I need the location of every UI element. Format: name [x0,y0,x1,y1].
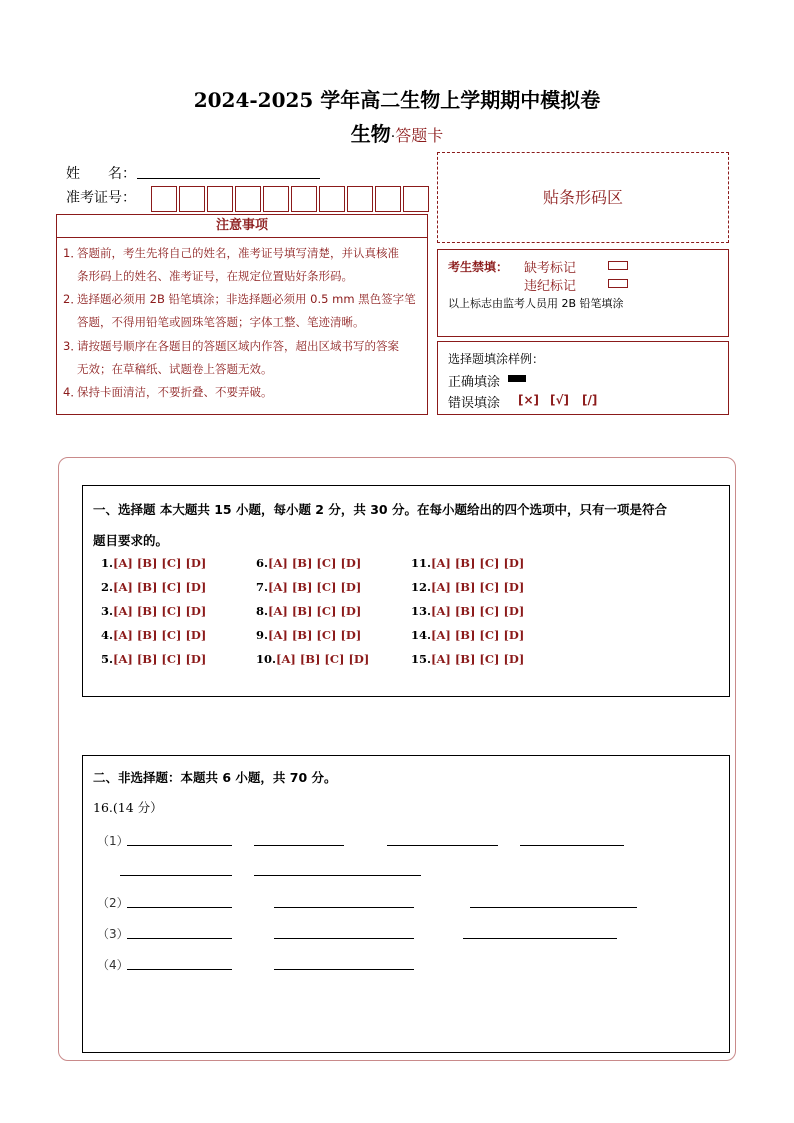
mc-option-bubbles[interactable]: [A] [B] [C] [D] [113,628,207,642]
answer-line[interactable] [463,938,617,939]
notice-item [63,335,421,381]
mc-question-number: 11. [411,556,432,570]
mc-option-bubbles[interactable]: [A] [B] [C] [D] [113,652,207,666]
exam-id-digit-box[interactable] [375,186,401,212]
mc-question-6[interactable] [256,556,361,570]
mc-option-bubbles[interactable]: [A] [B] [C] [D] [268,628,362,642]
name-label: 姓 名： [66,166,136,182]
mc-question-13[interactable] [411,604,524,618]
mc-option-bubbles[interactable]: [A] [B] [C] [D] [431,604,525,618]
part-label: （1） [97,834,129,848]
exam-id-boxes[interactable] [151,186,429,210]
mc-question-5[interactable] [101,652,206,666]
mc-question-1[interactable] [101,556,206,570]
mc-question-3[interactable] [101,604,206,618]
card-subtitle [0,118,794,147]
answer-line[interactable] [274,938,414,939]
subject-name: 生物 [350,122,391,146]
answer-line[interactable] [387,845,498,846]
section1-heading [93,494,723,556]
exam-id-digit-box[interactable] [179,186,205,212]
section2-heading: 二、非选择题：本题共 6 小题，共 70 分。 [93,770,337,785]
exam-title: 2024-2025 学年高二生物上学期期中模拟卷 [193,88,601,112]
answer-line[interactable] [274,907,414,908]
mc-question-12[interactable] [411,580,524,594]
notice-item-text: 答题前，考生先将自己的姓名，准考证号填写清楚，并认真核准 [77,246,399,260]
notice-item-number: 1． [63,246,82,260]
mc-question-number: 8. [256,604,269,618]
part-label: （2） [97,896,129,910]
multiple-choice-section [82,485,730,697]
answer-line[interactable] [127,845,232,846]
mc-question-8[interactable] [256,604,361,618]
mc-question-7[interactable] [256,580,361,594]
mc-question-9[interactable] [256,628,361,642]
mc-question-2[interactable] [101,580,206,594]
mc-option-bubbles[interactable]: [A] [B] [C] [D] [268,580,362,594]
mc-question-number: 10. [256,652,277,666]
notice-item-text-cont: 答题，不得用铅笔或圆珠笔答题；字体工整、笔迹清晰。 [77,315,365,329]
mc-question-number: 13. [411,604,432,618]
answer-line[interactable] [470,907,637,908]
answer-line[interactable] [274,969,414,970]
notice-item-text: 选择题必须用 2B 铅笔填涂；非选择题必须用 0.5 mm 黑色签字笔 [77,292,416,306]
notice-item-text-cont: 无效；在草稿纸、试题卷上答题无效。 [77,362,273,376]
examiner-only-box [437,249,729,337]
mc-question-number: 15. [411,652,432,666]
answer-line[interactable] [127,938,232,939]
card-label: 答题卡 [395,126,444,145]
mc-question-4[interactable] [101,628,206,642]
barcode-area: 贴条形码区 [437,152,729,243]
sample-heading: 选择题填涂样例： [448,352,545,366]
mc-option-bubbles[interactable]: [A] [B] [C] [D] [268,604,362,618]
exam-id-digit-box[interactable] [151,186,177,212]
section1-heading-line: 题目要求的。 [93,533,169,548]
wrong-mark-check: [√] [550,393,569,407]
mc-question-14[interactable] [411,628,524,642]
exam-id-digit-box[interactable] [291,186,317,212]
mc-option-bubbles[interactable]: [A] [B] [C] [D] [268,556,362,570]
mc-question-number: 3. [101,604,114,618]
exam-id-digit-box[interactable] [235,186,261,212]
mc-question-number: 5. [101,652,114,666]
answer-line[interactable] [127,969,232,970]
answer-line[interactable] [254,875,421,876]
exam-id-digit-box[interactable] [207,186,233,212]
exam-id-digit-box[interactable] [319,186,345,212]
exam-id-digit-box[interactable] [347,186,373,212]
section1-heading-line: 一、选择题 本大题共 15 小题，每小题 2 分，共 30 分。在每小题给出的四个选项中，只有一项是符合 [93,502,667,517]
mc-question-10[interactable] [256,652,369,666]
correct-fill-label: 正确填涂 [448,375,501,390]
mc-option-bubbles[interactable]: [A] [B] [C] [D] [113,580,207,594]
free-response-section [82,755,730,1053]
exam-id-label: 准考证号： [66,190,136,206]
mc-question-15[interactable] [411,652,524,666]
violation-mark-label: 违纪标记 [524,279,577,294]
wrong-mark-slash: [/] [582,393,598,407]
notice-item [63,288,421,334]
violation-mark-box [608,279,628,288]
notice-title: 注意事项 [57,215,427,238]
notice-item-number: 4． [63,385,82,399]
notice-item-text: 请按题号顺序在各题目的答题区域内作答，超出区域书写的答案 [77,339,399,353]
answer-line[interactable] [127,907,232,908]
notice-box [56,214,428,415]
notice-item-text-cont: 条形码上的姓名、准考证号，在规定位置贴好条形码。 [77,269,353,283]
mc-question-number: 1. [101,556,114,570]
answer-line[interactable] [520,845,624,846]
exam-id-digit-box[interactable] [263,186,289,212]
mc-option-bubbles[interactable]: [A] [B] [C] [D] [276,652,370,666]
mc-option-bubbles[interactable]: [A] [B] [C] [D] [431,580,525,594]
mc-option-bubbles[interactable]: [A] [B] [C] [D] [431,556,525,570]
mc-question-number: 9. [256,628,269,642]
answer-line[interactable] [254,845,344,846]
examiner-note: 以上标志由监考人员用 2B 铅笔填涂 [448,297,624,310]
question-16-label: 16.(14 分） [93,800,163,815]
mc-question-11[interactable] [411,556,524,570]
notice-item-number: 2． [63,292,82,306]
mc-question-number: 7. [256,580,269,594]
mc-question-number: 6. [256,556,269,570]
exam-id-digit-box[interactable] [403,186,429,212]
absent-mark-label: 缺考标记 [524,261,577,276]
mc-option-bubbles[interactable]: [A] [B] [C] [D] [431,628,525,642]
mc-option-bubbles[interactable]: [A] [B] [C] [D] [113,604,207,618]
wrong-fill-label: 错误填涂 [448,396,501,411]
part-label: （4） [97,958,129,972]
mc-question-number: 14. [411,628,432,642]
notice-item [63,381,421,404]
correct-fill-swatch [508,375,526,382]
examiner-only-heading: 考生禁填： [448,260,509,274]
mc-option-bubbles[interactable]: [A] [B] [C] [D] [113,556,207,570]
subtitle-separator: · [390,129,396,145]
answer-line[interactable] [120,875,232,876]
mc-question-number: 4. [101,628,114,642]
part-label: （3） [97,927,129,941]
mc-option-bubbles[interactable]: [A] [B] [C] [D] [431,652,525,666]
mc-question-number: 2. [101,580,114,594]
fill-sample-box [437,341,729,415]
notice-item-text: 保持卡面清洁，不要折叠、不要弄破。 [77,385,273,399]
wrong-mark-cross: [×] [518,393,540,407]
notice-item-number: 3． [63,339,82,353]
notice-item [63,242,421,288]
name-field[interactable] [137,178,320,179]
absent-mark-box [608,261,628,270]
mc-question-number: 12. [411,580,432,594]
